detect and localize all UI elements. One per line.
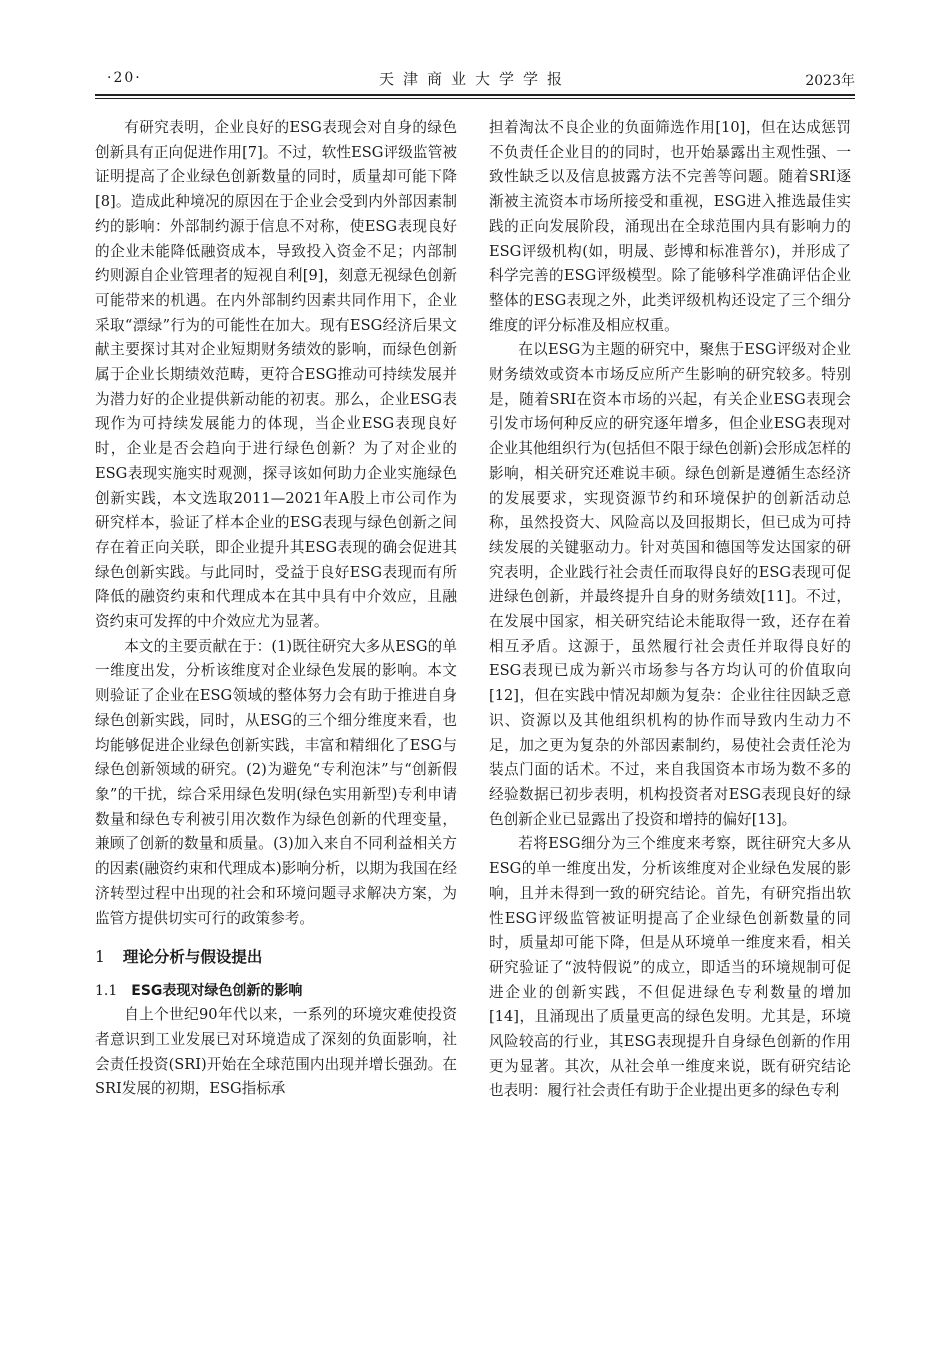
header-rule-thick xyxy=(95,94,855,96)
section-heading xyxy=(95,945,457,969)
section-number: 1 xyxy=(95,948,105,967)
subsection-title: ESG表现对绿色创新的影响 xyxy=(131,983,303,1000)
page-number: ·20· xyxy=(107,70,142,86)
subsection-heading xyxy=(95,979,457,1003)
paragraph: 自上个世纪90年代以来，一系列的环境灾难使投资者意识到工业发展已对环境造成了深刻的负面影响，社会责任投资(SRI)开始在全球范围内出现并增长强劲。在SRI发展的初期，ESG指标承 xyxy=(95,1006,457,1098)
publication-year: 2023年 xyxy=(805,73,855,89)
left-column xyxy=(95,116,457,1102)
paragraph: 本文的主要贡献在于：(1)既往研究大多从ESG的单一维度出发，分析该维度对企业绿色发展的影响。本文则验证了企业在ESG领域的整体努力会有助于推进自身绿色创新实践，同时，从ESG的三个细分维度来看，也均能够促进企业绿色创新实践，丰富和精细化了ESG与绿色创新领域的研究。(2)为避免“专利泡沫”与“创新假象”的干扰，综合采用绿色发明(绿色实用新型)专利申请数量和绿色专利被引用次数作为绿色创新的代理变量，兼顾了创新的数量和质量。(3)加入来自不同利益相关方的因素(融资约束和代理成本)影响分析，以期为我国在经济转型过程中出现的社会和环境问题寻求解决方案，为监管方提供切实可行的政策参考。 xyxy=(95,637,457,927)
journal-title: 天津商业大学学报 xyxy=(378,70,571,88)
paragraph: 在以ESG为主题的研究中，聚焦于ESG评级对企业财务绩效或资本市场反应所产生影响的研究较多。特别是，随着SRI在资本市场的兴起，有关企业ESG表现会引发市场何种反应的研究逐年增多，但企业ESG表现对企业其他组织行为(包括但不限于绿色创新)会形成怎样的影响，相关研究还难说丰硕。绿色创新是遵循生态经济的发展要求，实现资源节约和环境保护的创新活动总称，虽然投资大、风险高以及回报期长，但已成为可持续发展的关键驱动力。针对英国和德国等发达国家的研究表明，企业践行社会责任而取得良好的ESG表现可促进绿色创新，并最终提升自身的财务绩效[11]。不过，在发展中国家，相关研究结论未能取得一致，还存在着相互矛盾。这源于，虽然履行社会责任并取得良好的ESG表现已成为新兴市场参与各方均认可的价值取向[12]，但在实践中情况却颇为复杂：企业往往因缺乏意识、资源以及其他组织机构的协作而导致内生动力不足，加之更为复杂的外部因素制约，易使社会责任沦为装点门面的话术。不过，来自我国资本市场为数不多的经验数据已初步表明，机构投资者对ESG表现良好的绿色创新企业已显露出了投资和增持的偏好[13]。 xyxy=(489,341,851,828)
section-title: 理论分析与假设提出 xyxy=(122,948,263,967)
header-rule-thin xyxy=(95,98,855,99)
running-header xyxy=(95,68,855,94)
subsection-number: 1.1 xyxy=(95,983,118,1000)
right-column xyxy=(489,116,851,1104)
paragraph: 若将ESG细分为三个维度来考察，既往研究大多从ESG的单一维度出发，分析该维度对企业绿色发展的影响，且并未得到一致的研究结论。首先，有研究指出软性ESG评级监管被证明提高了企业绿色创新数量的同时，质量却可能下降，但是从环境单一维度来看，相关研究验证了“波特假说”的成立，即适当的环境规制可促进企业的创新实践，不但促进绿色专利数量的增加[14]，且涌现出了质量更高的绿色发明。尤其是，环境风险较高的行业，其ESG表现提升自身绿色创新的作用更为显著。其次，从社会单一维度来说，既有研究结论也表明：履行社会责任有助于企业提出更多的绿色专利 xyxy=(489,835,851,1100)
paragraph-continued: 担着淘汰不良企业的负面筛选作用[10]，但在达成惩罚不负责任企业目的的同时，也开始暴露出主观性强、一致性缺乏以及信息披露方法不完善等问题。随着SRI逐渐被主流资本市场所接受和重视，ESG进入推选最佳实践的正向发展阶段，涌现出在全球范围内具有影响力的ESG评级机构(如，明晟、彭博和标准普尔)，并形成了科学完善的ESG评级模型。除了能够科学准确评估企业整体的ESG表现之外，此类评级机构还设定了三个细分维度的评分标准及相应权重。 xyxy=(489,119,851,334)
paragraph: 有研究表明，企业良好的ESG表现会对自身的绿色创新具有正向促进作用[7]。不过，软性ESG评级监管被证明提高了企业绿色创新数量的同时，质量却可能下降[8]。造成此种境况的原因在于企业会受到内外部因素制约的影响：外部制约源于信息不对称，使ESG表现良好的企业未能降低融资成本，导致投入资金不足；内部制约则源自企业管理者的短视自利[9]，刻意无视绿色创新可能带来的机遇。在内外部制约因素共同作用下，企业采取“漂绿”行为的可能性在加大。现有ESG经济后果文献主要探讨其对企业短期财务绩效的影响，而绿色创新属于企业长期绩效范畴，更符合ESG推动可持续发展并为潜力好的企业提供新动能的初衷。那么，企业ESG表现作为可持续发展能力的体现，当企业ESG表现良好时，企业是否会趋向于进行绿色创新？为了对企业的ESG表现实施实时观测，探寻该如何助力企业实施绿色创新实践，本文选取2011—2021年A股上市公司作为研究样本，验证了样本企业的ESG表现与绿色创新之间存在着正向关联，即企业提升其ESG表现的确会促进其绿色创新实践。与此同时，受益于良好ESG表现而有所降低的融资约束和代理成本在其中具有中介效应，且融资约束可发挥的中介效应尤为显著。 xyxy=(95,119,457,631)
